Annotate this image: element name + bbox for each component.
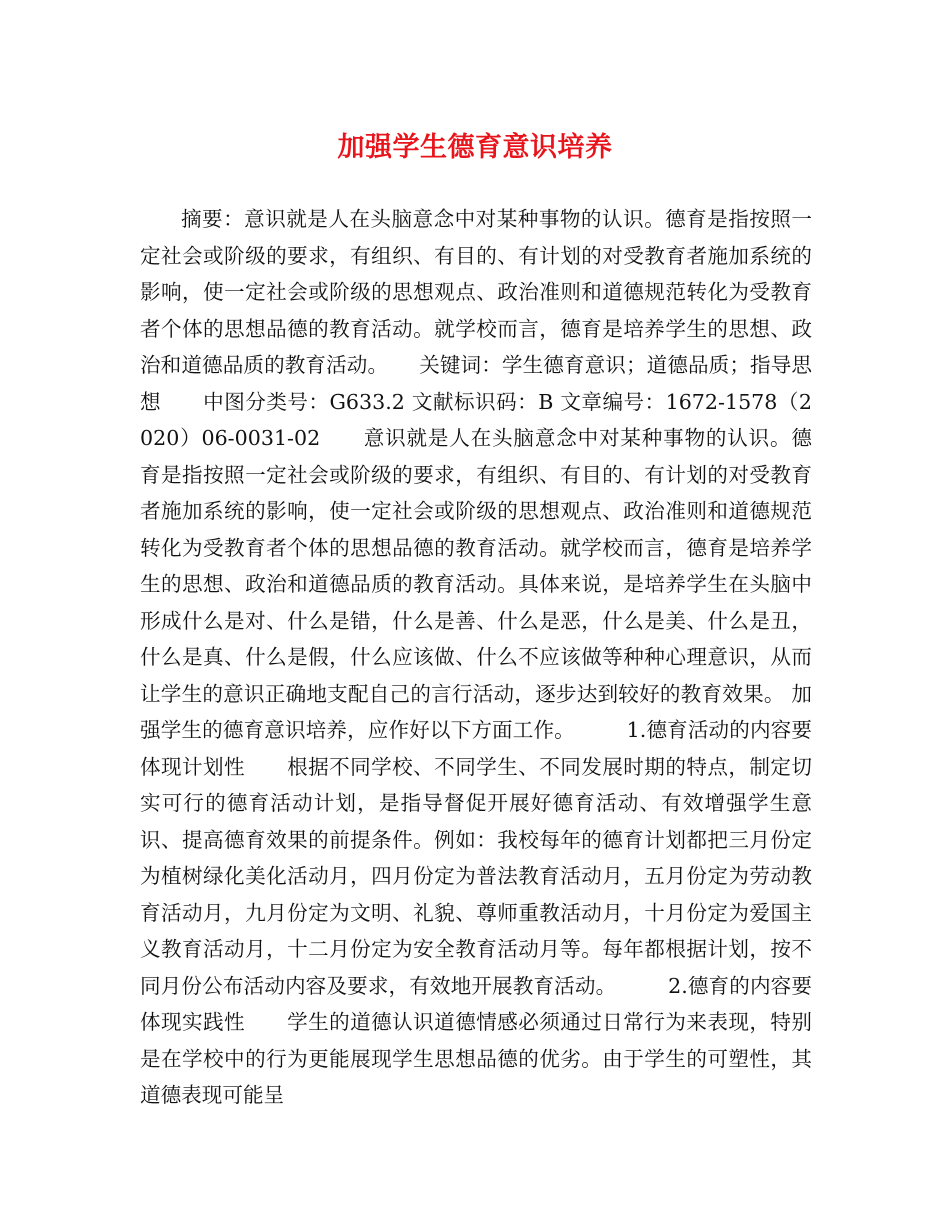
page-title: 加强学生德育意识培养 <box>337 132 613 163</box>
body-paragraph: 摘要：意识就是人在头脑意念中对某种事物的认识。德育是指按照一定社会或阶级的要求，有组织、有目的、有计划的对受教育者施加系统的影响，使一定社会或阶级的思想观点、政治准则和道德规范转化为受教育者个体的思想品德的教育活动。就学校而言，德育是培养学生的思想、政治和道德品质的教育活动。 关键词：学生德育意识；道德品质；指导思想 中图分类号：G633.2 文献标识码：B 文章编号：1672-1578（2020）06-0031-02 意识就是人在头脑意念中对某种事物的认识。德育是指按照一定社会或阶级的要求，有组织、有目的、有计划的对受教育者施加系统的影响，使一定社会或阶级的思想观点、政治准则和道德规范转化为受教育者个体的思想品德的教育活动。就学校而言，德育是培养学生的思想、政治和道德品质的教育活动。具体来说，是培养学生在头脑中形成什么是对、什么是错，什么是善、什么是恶，什么是美、什么是丑，什么是真、什么是假，什么应该做、什么不应该做等种种心理意识，从而让学生的意识正确地支配自己的言行活动，逐步达到较好的教育效果。 加强学生的德育意识培养，应作好以下方面工作。 1.德育活动的内容要体现计划性 根据不同学校、不同学生、不同发展时期的特点，制定切实可行的德育活动计划，是指导督促开展好德育活动、有效增强学生意识、提高德育效果的前提条件。例如：我校每年的德育计划都把三月份定为植树绿化美化活动月，四月份定为普法教育活动月，五月份定为劳动教育活动月，九月份定为文明、礼貌、尊师重教活动月，十月份定为爱国主义教育活动月，十二月份定为安全教育活动月等。每年都根据计划，按不同月份公布活动内容及要求，有效地开展教育活动。 2.德育的内容要体现实践性 学生的道德认识道德情感必须通过日常行为来表现，特别是在学校中的行为更能展现学生思想品德的优劣。由于学生的可塑性，其道德表现可能呈 <box>140 207 812 1107</box>
